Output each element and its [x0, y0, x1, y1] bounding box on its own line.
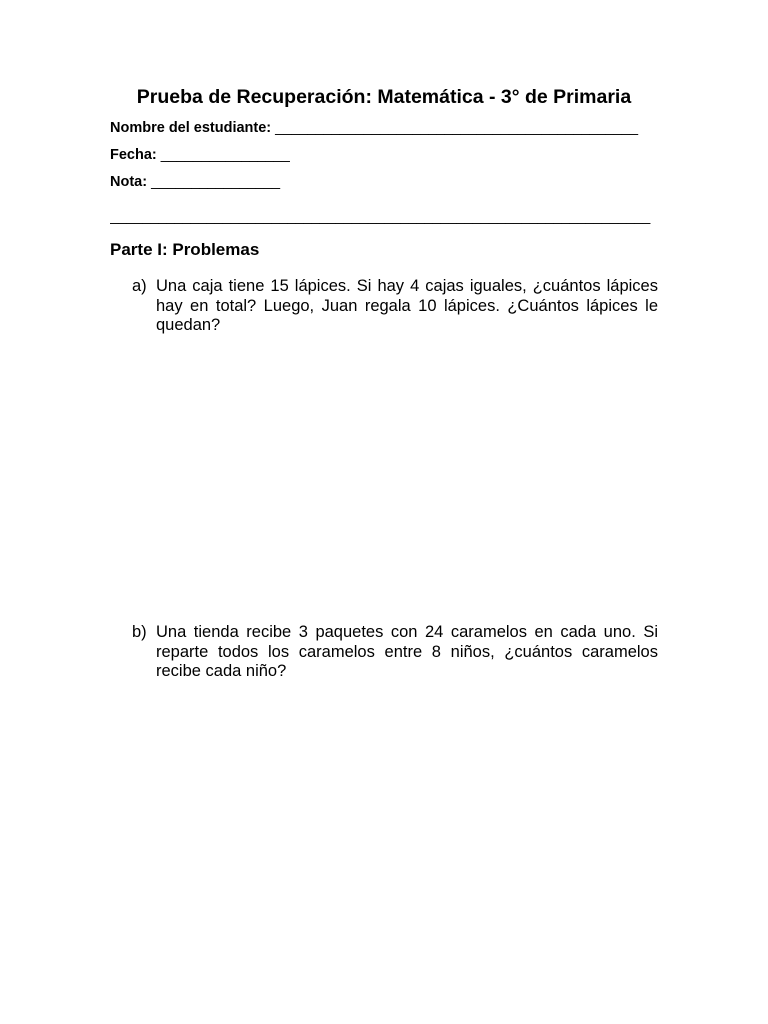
student-name-label: Nombre del estudiante:	[110, 120, 272, 136]
date-field	[110, 146, 290, 164]
separator-line: ___________________________________________________________________	[110, 209, 651, 225]
section-heading: Parte I: Problemas	[110, 240, 260, 259]
page-title: Prueba de Recuperación: Matemática - 3° de Primaria	[136, 86, 632, 108]
question-a	[132, 277, 658, 336]
question-b	[132, 623, 658, 682]
grade-label: Nota:	[110, 174, 148, 190]
date-label: Fecha:	[110, 147, 157, 163]
question-text: Una tienda recibe 3 paquetes con 24 caramelos en cada uno. Si reparte todos los caramelos entre 8 niños, ¿cuántos caramelos recibe cada niño?	[156, 623, 658, 680]
student-name-blank: _____________________________________________	[275, 120, 639, 136]
question-label: a)	[132, 277, 147, 295]
question-text: Una caja tiene 15 lápices. Si hay 4 cajas iguales, ¿cuántos lápices hay en total? Luego, Juan regala 10 lápices. ¿Cuántos lápices le quedan?	[156, 277, 658, 334]
date-blank: ________________	[160, 147, 290, 163]
student-name-field	[110, 119, 638, 137]
grade-blank: ________________	[151, 174, 281, 190]
question-label: b)	[132, 623, 147, 641]
grade-field	[110, 173, 280, 191]
